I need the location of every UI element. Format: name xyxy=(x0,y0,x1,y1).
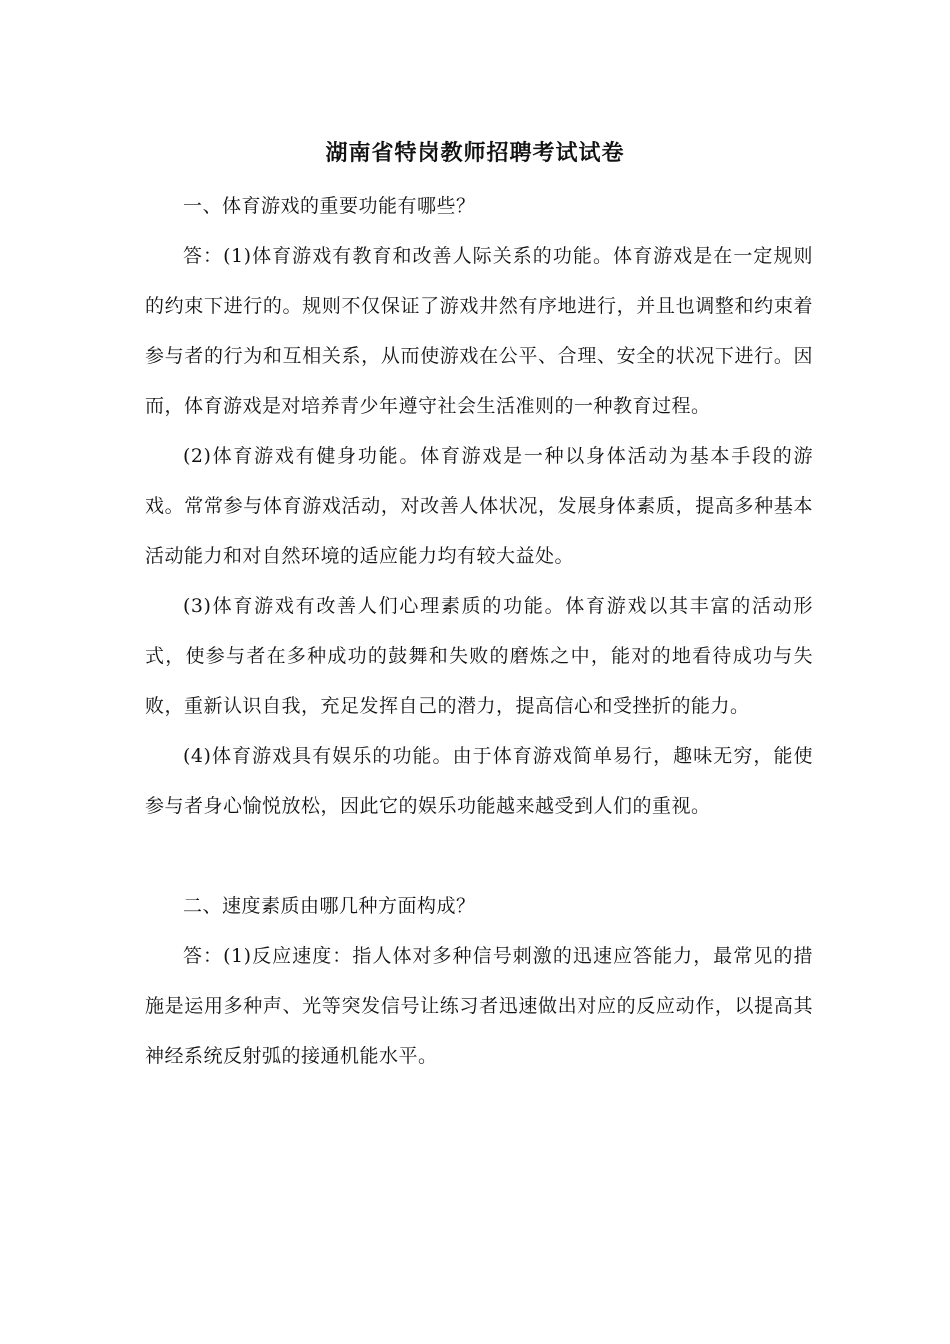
answer-1-part-3: (3)体育游戏有改善人们心理素质的功能。体育游戏以其丰富的活动形式，使参与者在多种成功的鼓舞和失败的磨炼之中，能对的地看待成功与失败，重新认识自我，充足发挥自己的潜力，提高信心和受挫折的能力。 xyxy=(145,595,813,717)
answer-1-part-2: (2)体育游戏有健身功能。体育游戏是一种以身体活动为基本手段的游戏。常常参与体育游戏活动，对改善人体状况，发展身体素质，提高多种基本活动能力和对自然环境的适应能力均有较大益处。 xyxy=(145,445,813,567)
document-body xyxy=(145,181,813,1081)
document-title: 湖南省特岗教师招聘考试试卷 xyxy=(325,140,625,166)
section-spacer xyxy=(145,831,813,881)
answer-2-part-1: 答：(1)反应速度：指人体对多种信号刺激的迅速应答能力，最常见的措施是运用多种声、光等突发信号让练习者迅速做出对应的反应动作，以提高其神经系统反射弧的接通机能水平。 xyxy=(145,945,813,1067)
question-1: 一、体育游戏的重要功能有哪些？ xyxy=(183,195,476,217)
answer-1-part-1: 答：(1)体育游戏有教育和改善人际关系的功能。体育游戏是在一定规则的约束下进行的。规则不仅保证了游戏井然有序地进行，并且也调整和约束着参与者的行为和互相关系，从而使游戏在公平、合理、安全的状况下进行。因而，体育游戏是对培养青少年遵守社会生活准则的一种教育过程。 xyxy=(145,245,813,417)
question-2: 二、速度素质由哪几种方面构成？ xyxy=(183,895,476,917)
answer-1-part-4: (4)体育游戏具有娱乐的功能。由于体育游戏简单易行，趣味无穷，能使参与者身心愉悦放松，因此它的娱乐功能越来越受到人们的重视。 xyxy=(145,745,813,817)
